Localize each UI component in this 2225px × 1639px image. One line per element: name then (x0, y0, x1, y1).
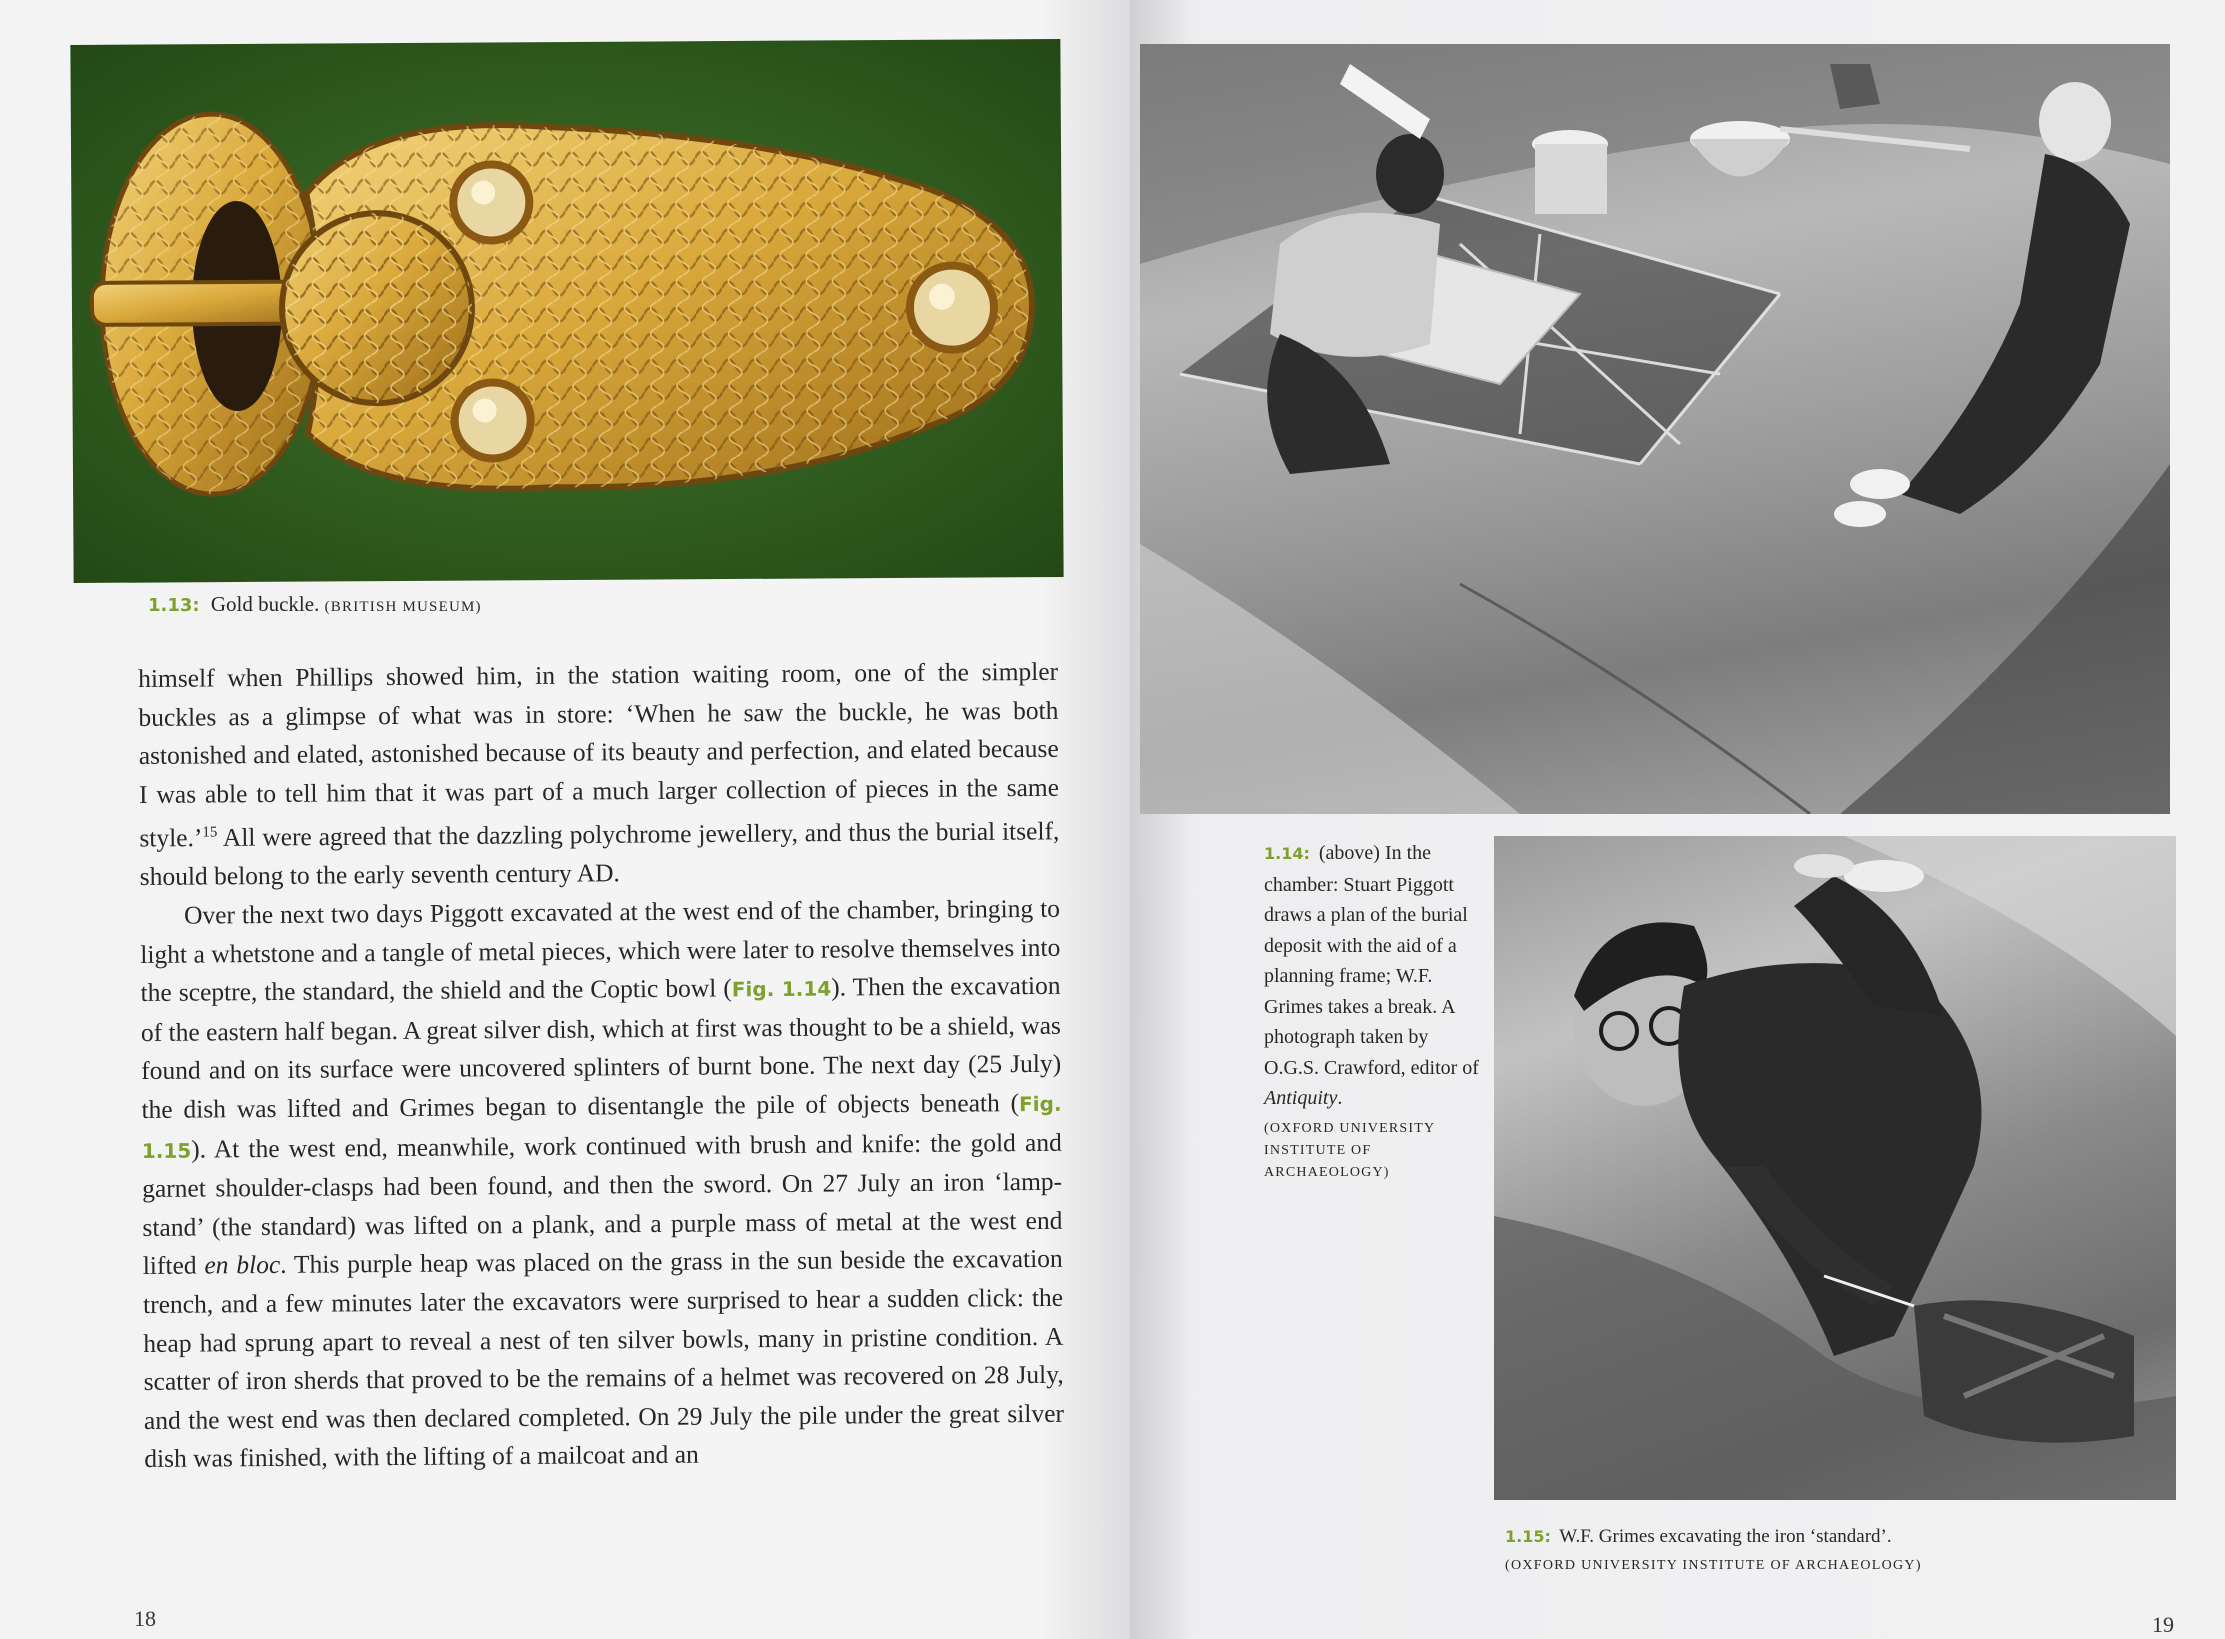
right-page-number: 19 (2152, 1612, 2174, 1637)
figure-114-caption-italic: Antiquity (1264, 1087, 1338, 1109)
gold-buckle-photo (70, 39, 1063, 583)
figure-115-caption (1505, 1526, 1922, 1574)
paragraph-2-d: . This purple heap was placed on the grass in the sun beside the excavation trench, and a few minutes later the excavators were surprised to hear a sudden click: the heap had sprung apart to reveal a nest of ten silver bowls, many in pristine condition. A scatter of iron sherds that proved to be the remains of a helmet was recovered on 28 July, and the west end was then declared completed. On 29 July the pile under the great silver dish was finished, with the lifting of a mailcoat and an (142, 1244, 1065, 1474)
excavation-chamber-image (1140, 44, 2170, 814)
grimes-excavating-image (1494, 836, 2176, 1500)
paragraph-2 (140, 890, 1065, 1479)
figure-113-caption (148, 592, 482, 617)
figure-115-number: 1.15: (1505, 1527, 1551, 1546)
left-page-number: 18 (134, 1606, 156, 1631)
footnote-marker: 15 (202, 824, 218, 841)
figure-114-credit (1264, 1118, 1484, 1184)
paragraph-2-c: ). At the west end, meanwhile, work continued with brush and knife: the gold and garnet shoulder-clasps had been found, and then the sword. On 27 July an iron ‘lamp-stand’ (the standard) was lifted on a plank, and a purple mass of metal at the west end lifted (142, 1127, 1063, 1281)
fig-114-reference[interactable]: Fig. 1.14 (731, 976, 832, 1002)
figure-113-caption-text: Gold buckle. (210, 592, 320, 616)
figure-114-caption-end: . (1337, 1087, 1343, 1109)
fig-115-reference[interactable]: Fig. 1.15 (141, 1091, 1062, 1163)
figure-114-credit-text: (OXFORD UNIVERSITY INSTITUTE OF ARCHAEOLOGY) (1264, 1120, 1435, 1180)
paragraph-1-text: himself when Phillips showed him, in the station waiting room, one of the simpler buckles as a glimpse of what was in store: ‘When he saw the buckle, he was both astonished and elated, astonished because of its beauty and perfection, and elated because I was able to tell him that it was part of a much larger collection of pieces in the same style.’ (138, 656, 1060, 853)
figure-114-number: 1.14: (1264, 844, 1310, 863)
figure-113-credit: (BRITISH MUSEUM) (324, 599, 482, 615)
paragraph-2-b: ). Then the excavation of the eastern half began. A great silver dish, which at first was thought to be a shield, was found and on its surface were uncovered splinters of burnt bone. The next day (25 July) the dish was lifted and Grimes began to disentangle the pile of objects beneath ( (140, 971, 1062, 1125)
figure-115-photo (1494, 836, 2176, 1500)
figure-114-caption-text: (above) In the chamber: Stuart Piggott draws a plan of the burial deposit with the aid of a planning frame; W.F. Grimes takes a break. A photograph taken by O.G.S. Crawford, editor of (1264, 842, 1479, 1079)
figure-115-credit: (OXFORD UNIVERSITY INSTITUTE OF ARCHAEOLOGY) (1505, 1558, 1922, 1573)
paragraph-2-italic: en bloc (204, 1250, 281, 1280)
figure-114-caption (1264, 838, 1484, 1184)
paragraph-1-tail: All were agreed that the dazzling polychrome jewellery, and thus the burial itself, should belong to the early seventh century AD. (139, 816, 1060, 892)
paragraph-2-a: Over the next two days Piggott excavated at the west end of the chamber, bringing to light a whetstone and a tangle of metal pieces, which were later to resolve themselves into the sceptre, the standard, the shield and the Coptic bowl ( (140, 893, 1061, 1008)
figure-113-number: 1.13: (148, 595, 200, 616)
figure-115-caption-text: W.F. Grimes excavating the iron ‘standard’. (1559, 1526, 1892, 1547)
figure-114-photo (1140, 44, 2170, 814)
paragraph-1 (138, 653, 1060, 897)
left-page-body (138, 653, 1064, 1479)
gold-buckle-image (70, 39, 1063, 583)
